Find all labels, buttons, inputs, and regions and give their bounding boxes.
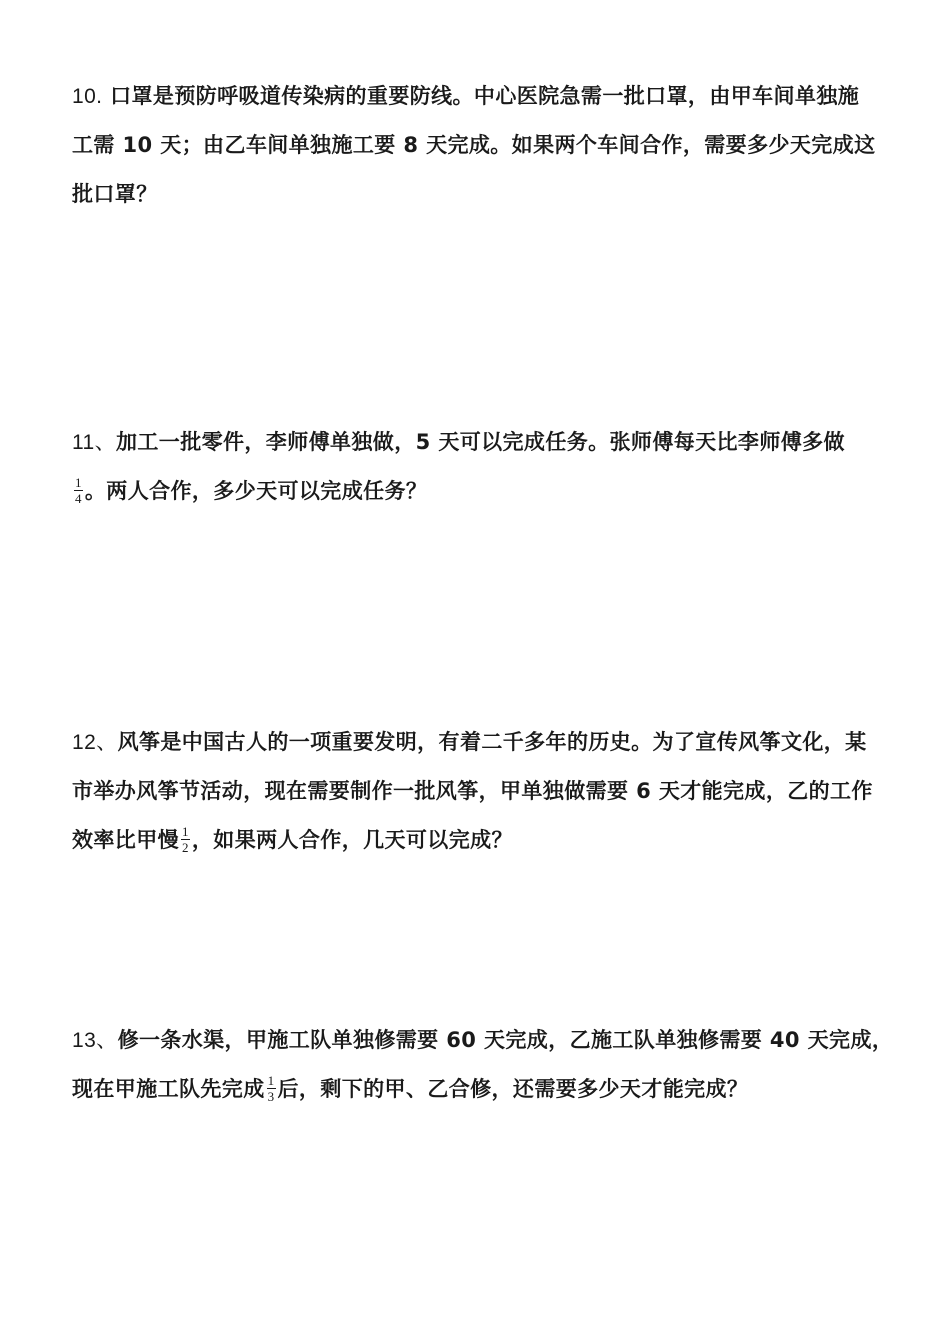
fraction-numerator: 1 bbox=[267, 1072, 275, 1088]
problem-text: 后，剩下的甲、乙合修，还需要多少天才能完成？ bbox=[277, 1077, 749, 1101]
problem-text: 修一条水渠，甲施工队单独修需要 60 天完成，乙施工队单独修需要 40 天完成， bbox=[117, 1028, 894, 1052]
problem-11-line-1 bbox=[72, 418, 902, 467]
problem-12-line-1 bbox=[72, 718, 902, 767]
fraction bbox=[74, 476, 83, 505]
problem-11-line-2 bbox=[72, 467, 902, 516]
fraction bbox=[267, 1074, 276, 1103]
fraction-denominator: 3 bbox=[267, 1088, 275, 1104]
problem-number: 12、 bbox=[72, 731, 118, 754]
problem-12-line-2: 市举办风筝节活动，现在需要制作一批风筝，甲单独做需要 6 天才能完成，乙的工作 bbox=[72, 779, 873, 803]
problem-number: 13、 bbox=[72, 1029, 118, 1052]
problem-10-line-1 bbox=[72, 72, 902, 121]
problem-number: 10. bbox=[72, 85, 103, 108]
fraction bbox=[181, 825, 190, 854]
problem-10 bbox=[72, 72, 902, 219]
problem-text: 风筝是中国古人的一项重要发明，有着二千多年的历史。为了宣传风筝文化，某 bbox=[117, 730, 867, 754]
problem-13 bbox=[72, 1016, 902, 1114]
problem-text: 现在甲施工队先完成 bbox=[72, 1077, 265, 1101]
fraction-numerator: 1 bbox=[75, 474, 82, 490]
problem-13-line-2 bbox=[72, 1065, 902, 1114]
problem-10-line-3: 批口罩？ bbox=[72, 182, 158, 206]
fraction-numerator: 1 bbox=[182, 823, 189, 839]
problem-text: 加工一批零件，李师傅单独做，5 天可以完成任务。张师傅每天比李师傅多做 bbox=[116, 430, 845, 454]
problem-13-line-1 bbox=[72, 1016, 902, 1065]
fraction-denominator: 4 bbox=[75, 490, 82, 506]
problem-text: 效率比甲慢 bbox=[72, 828, 179, 852]
problem-10-line-2: 工需 10 天；由乙车间单独施工要 8 天完成。如果两个车间合作，需要多少天完成这 bbox=[72, 133, 876, 157]
problem-11 bbox=[72, 418, 902, 516]
problem-text: 口罩是预防呼吸道传染病的重要防线。中心医院急需一批口罩，由甲车间单独施 bbox=[110, 84, 860, 108]
problem-number: 11、 bbox=[72, 431, 116, 454]
problem-12 bbox=[72, 718, 902, 865]
problem-12-line-3 bbox=[72, 816, 902, 865]
problem-text: 。两人合作，多少天可以完成任务？ bbox=[84, 479, 428, 503]
problem-text: ，如果两人合作，几天可以完成？ bbox=[191, 828, 513, 852]
fraction-denominator: 2 bbox=[182, 839, 189, 855]
